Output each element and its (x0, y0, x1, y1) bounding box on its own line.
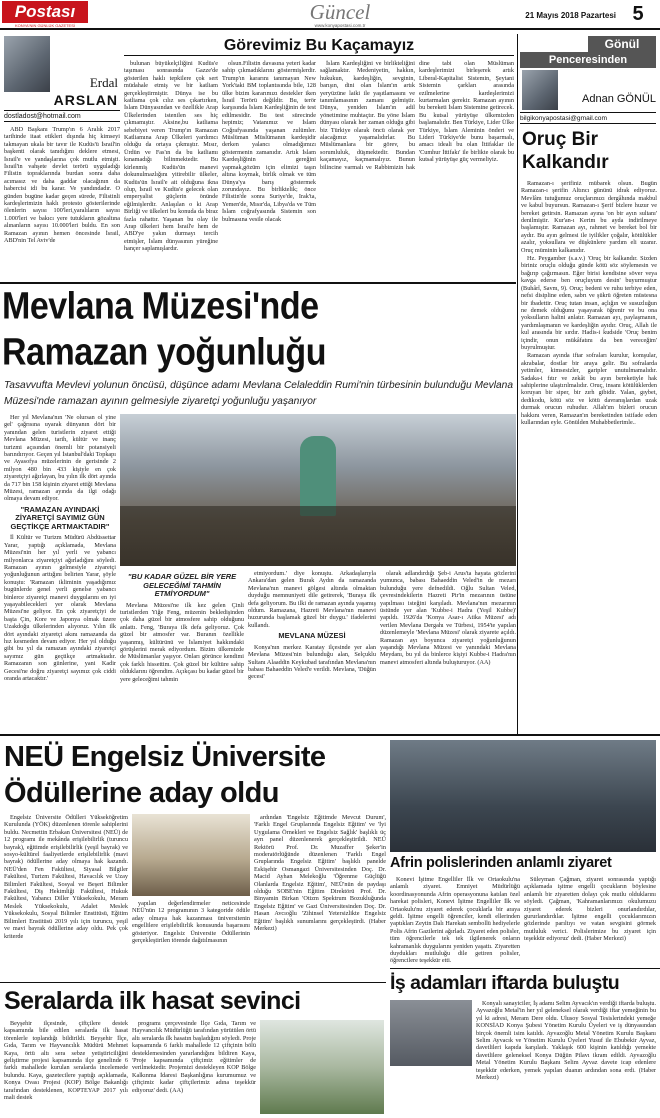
neu-col-2: ardından 'Engelsiz Eğitimde Mevcut Durum', 'Farklı Engel Gruplarında Engelsiz Eğitim' ve 'İyi Uygulama Örnekleri ve Engelsiz Sağlık' başlıklı üç ayrı panel düzenlenerek gerçekleştirildi. NEÜ Rektörü Prof. Dr. Muzaffer Şeker'in moderatörlüğünde düzenlenen 'Farklı Engel Gruplarında Engelsiz Eğitim' başlıklı panelde Eskişehir Osmangazi Üniversitesinden Doç. Dr. Macid Ayhan Melekoğlu 'Öğrenme Güçlüğü Olanlarda Engelsiz Eğitim', NEÜ'nün de paydaşı olduğu SOBE'nin Eğitim Direktörü Prof. Dr. Binyamin Birkan 'Otizm Spektrum Bozukluğunda Engelsiz Eğitim' ve Gazi Üniversitesinden Doç. Dr. Hasan Avcıoğlu 'Zihinsel Yetersizlikte Engelsiz Eğitim' başlıklı sunumlarını gerçekleştirdi. (Haber Merkezi) (254, 814, 386, 933)
seralar-col-1: Beyşehir ilçesinde, çiftçilere destek kapsamında bile edilen seralarda ilk hasat törenlerle toplandığı bildirildi. Beyşehir İlçe, Gıda, Tarım ve Hayvancılık Müdürü Mehmet Kaya, örtü altı sera sebze yetiştiriciliğini geliştirme projesi kapsamında ilçe genelinde 6 farklı mahallede kurulan seralarda incelemede bulundu. Kaya, gazetecilere yaptığı açıklamada, Konya Ovası Projesi (KOP) Bölge Bakanlığı tarafından desteklenen, KOPTEYAP 2017 yılı mali destek (4, 1020, 128, 1102)
seralar-col-2: programı çerçevesinde İlçe Gıda, Tarım ve Hayvancılık Müdürlüğü tarafından yürütülen örtü altı seralarda ilk hasatın başladığını söyledi. Proje kapsamında 6 farklı mahallede 12 çiftçinin bölü desteklemesinden yararlandığını bildiren Kaya, 'Proje kapsamında çiftçimiz eğitimler de verilmektedir. Projemizi destekleyen KOP Bölge Kalkınma İdaresi Başkanlığına kurumumuz ve çiftçimiz kadar çiftçilerimiz adına teşekkür ediyoruz' dedi. (AA) (132, 1020, 256, 1094)
logo-subtitle: KONYA'NIN GÜNLÜK GAZETESİ (14, 23, 76, 28)
museum-dome-shape (300, 436, 336, 516)
columnist-col-2: bulunan büyükelçiliğini Kudüs'e taşıması sonrasında Gazze'de gösterilen haklı tepkilere çok sert müdahale etmiş ve bir katliam gerçekleştirmiştir. Dünya ise bu katliama çok cılız ses çıkartırken, İslam Dünyasından ve özellikle Arap Ülkelerinden istenilen ses hiç çıkmamıştır. Aksine,bu katliama sebebiyet veren Trump'ın Ramazan Katliamına Arap Ülkeleri yardımcı olduğu da ortaya çıkmıştır. Mısır, Ürdün ve Fas'ın da bu katliamı kınamadığı bilinmektedir. Bu kirlenmiş Kudüs'ün manevi dokunulmazlığını yitirebilir ülkeler, Kudüs'ün İsrail'e ait olduğuna ikna olup, İsrail ve Kudüs'e gelecek olan emperyalist güçlerin önünde eğilmişlerdir. Anlaşılan o ki Arap Birliği ve ülkeleri bu konuda da biraz fazla rahattır. Yaşanan bu olay ile Arap ülkeleri hem İsrail'e hem de ABD'ye yakın durmayı tercih etmişler, İslam dünyasının yüreğine hançer saplamışlardır. (124, 60, 218, 253)
issue-date: 21 Mayıs 2018 Pazartesi (525, 11, 616, 20)
neu-caption: yapılan değerlendirmeler neticesinde NEÜ'nün 12 programının 3 kategoride ödüle aday olmaya hak kazanması üniversitenin engellilere erişilebilirlik konusunda başarısını gösteriyor. Engelsiz Üniversite Ödüllerinin gerçekleştirilen törende dağıtılmasının (132, 900, 250, 945)
neu-photo (132, 814, 250, 896)
sidebar-title: Oruç Bir Kalkandır (522, 129, 609, 173)
website: www.konyapostasi.com.tr (314, 23, 366, 28)
columnist-email: dostladost@hotmail.com (4, 110, 120, 122)
lead-subtitle: Tasavvufta Mevlevi yolunun öncüsü, düşünce adamı Mevlana Celaleddin Rumi'nin türbesinin bulunduğu Mevlana Müzesi'nde ramazan ayının gelmesiyle ziyaretçi yoğunluğu yaşanıyor (4, 380, 513, 407)
neu-headline-2: Ödüllerine aday oldu (4, 777, 279, 809)
lead-headline-2: Ramazan yoğunluğu (2, 331, 326, 374)
seralar-headline: Seralarda ilk hasat sevinci (4, 987, 301, 1015)
masthead (0, 0, 660, 30)
lead-photo (120, 414, 516, 566)
neu-headline-1: NEÜ Engelsiz Üniversite (4, 741, 326, 773)
columnist-col-4: İslam Kardeşliğini ve birlikteliğini sağlamaktır. Medeniyetin, hakkın, hukukun, kardeşliğin, sevginin, barışın, dini olan İslam'ın artık yeryüzüne laiki ile yaşıtlamasını ve tanımlamasının zamanı gelmiştir. Dünya, yeniden İslam'ın adil yönetimine muhtaçtır. Bu yöne İslam dünyası olarak her zaman olduğu gibi biz Türkiye olarak öncü olarak yer alacağımız yaşamalıdırlar. Bu Müslümanlara bir görev, bu sorumluluk, düşmektedir. Bundan kaçamayız, kaçmamalıyız. Bunun bilincine varmalı ve Rabbimizin hak dine tabi olan Müslüman kardeşlerimizi birleşerek artık Liberal-Kapitalist Sistemin, Şeytani Sistemin çarkları arasında ezilmelerine kardeşlerimizi kurtarmaları gerekir. Ramazan ayının bu bereketi İslam Sistemine getirecek. Bu kutsal yürüyüşe ülkemizden başlamalıdır. Ben Türkiye, Lider Ülke Türkiye, İslam Aleminin önderi ve Lideri Türkiye'de bunu başarmalı, amacı ideali bu olan İttifaklar ile 'Cumhur İttifakı' ile birlikte olarak bu kutsal yürüyüşe güç vermeliyiz. (320, 60, 514, 171)
sidebar-badge-1: Gönül (588, 36, 656, 52)
page-number: 5 (632, 3, 644, 25)
section-divider-3 (0, 982, 386, 983)
seralar-photo (260, 1020, 384, 1114)
lead-col-3: etmiyordum.' diye konuştu. Arkadaşlarıyla Ankara'dan gelen Burak Aydın da ramazanda Mevlana'nın manevi gölgesi altında olmaktan duyduğu memnuniyeti dile getirerek, 'Buraya ilk defa geliyorum. Bu ilki de ramazan ayında yaşamış oldum. Ramazana, Hazreti Mevlana'nın manevi huzurunda başlamak güzel bir duygu.' ifadelerini kullandı. MEVLANA MÜZESİ Konya'nın merkez Karatay ilçesinde yer alan Mevlana Müzesi'nin bulunduğu alan, Selçuklu Sultanı Alaaddin Keykubad tarafından Mevlana'nın babası Bahaeddin Veled'e verildi. Mevlana, 'Düğün gecesi' (248, 570, 376, 681)
columnist-col-1: ABD Başkanı Trump'ın 6 Aralık 2017 tarihinde itaat etikleri dışında hiç kimseyi takmayan ukala bir tavır ile Kudüs'ü İsrail'in başkenti olarak tanıdığını deklere etmesi, İsrail'e ve yandaşlarına çok mutlu etmişti. İsrail'in vahşete devlet terörü uyguladığı Filistin topraklarında burdan sonra daha acımasız ve daha gaddar olacağının da habercisi idi bu karar. Ve yandındadır. O günden bugüne kadar geçen sürede, Filistinli kardeşlerimizin haklı protesto gösterilerinde ölenlerin sayısı 100'leri,yaralıların sayısı 1.000'leri ve bakıcı yere tutukların gözaltına alınanların sayısı 10.000'leri buldu. En son Ramazan ayının hemen öncesinde İsrail, ABD'nin Tel Aviv'de (4, 126, 120, 245)
lead-col-1: Her yıl Mevlana'nın 'Ne olursan ol yine gel' çağrısına uyarak dünyanın dört bir yanından gelen turistlerin ziyaret ettiği Mevlana Müzesi, tarih, kültür ve inanç turizmi açısından önemli bir potansiyeli barındırıyor. Geçen yıl İstanbul'daki Topkapı ve Ayasofya müzelerinin de gerisinde 2 milyon 480 bin 433 kişiyle en çok ziyaretçiyi ağırlayan, bu yılın ilk dört ayında da 717 bin 158 kişinin ziyaret ettiği Mevlana Müzesi, ramazan ayında da ilgi odağı olmaya devam ediyor. "RAMAZAN AYINDAKİ ZİYARETÇİ SAYIMIZ GÜN GEÇTİKÇE ARTMAKTADIR" İl Kültür ve Turizm Müdürü Abdüssettar Yarar, yaptığı açıklamada, Mevlana Müzesi'nin her yıl yerli ve yabancı milyonlarca ziyaretçiyi ağırladığını söyledi. Ramazan ayının gelmesiyle ziyaretçi yoğunluğunun arttığını belirten Yarar, şöyle konuştu: 'Ramazan ikliminin yaşadığımız bugünlerde genel yerli genelse yabancı binlerce ziyaretçi manevi duygularını en iyi yaşayabilecekleri yer olarak Mevlana Müzesi'ne geliyor. En çok ziyaretçiyi de başta Çin, Kore ve Japonya olmak üzere Uzakdoğu ülkelerinden alıyoruz. Yılın ilk dört ayındaki ziyaretçi akını ramazanda da hız kesmeden devam ediyor. Her yıl olduğu gibi bu yıl da ramazan ayındaki ziyaretçi sayımız gün geçtikçe artmaktadır. Ramazanın son günlerine, yani Kadir Gecesi'ne doğru ziyaretçi sayımız çok ciddi oranda artacaktır.' (4, 414, 116, 683)
columnist-last-name: ARSLAN (53, 92, 118, 108)
lead-headline-1: Mevlana Müzesi'nde (2, 285, 319, 328)
columnist-photo (4, 36, 50, 92)
sidebar-badge-2: Penceresinden (520, 52, 656, 68)
section-divider-2 (0, 734, 660, 736)
isadam-photo (390, 1000, 472, 1066)
sidebar-author-name: Adnan GÖNÜL (582, 93, 656, 105)
isadam-text: Konyalı sanayiciler, İş adamı Selim Ayvacık'ın verdiği iftarda buluştu. Ayvazoğlu Metal'in her yıl geleneksel olarak verdiği iftar yemeğinin bu yıl ki adresi, Meram Dere oldu. Ulusoy Sosyal Tesislerindeki yemeğe KONSİAD Konya Şubesi Yönetim Kurulu Üyeleri ve iş dünyasından birçok önemli isim katıldı. Ayvazoğlu Metal Yönetim Kurulu Başkanı Selim Ayvacık ve Yönetim Kurulu Üyeleri Yusuf ile Ebubekir Ayvaz, davetlileri kapıda karşıladı. Yaklaşık 600 kişinin katıldığı yemekte davetlilere geleneksel Konya Düğün Pilavı ikram edildi. Ayvazoğlu Metal Yönetim Kurulu Başkanı Selim Ayvaz davete icap edenlere teşekkür ederken, yemek yapılan duanın ardından sona erdi. (Haber Merkezi) (476, 1000, 656, 1082)
columnist-first-name: Erdal (89, 76, 118, 90)
neu-col-1: Engelsiz Üniversite Ödülleri Yükseköğretim Kurulunda (YÖK) düzenlenen törenle sahiplerini buldu. Necmettin Erbakan Üniversitesi (NEÜ) de 12 programı ile mekânda erişilebilirlik (turuncu bayrak), eğitimde erişilebilirlik (yeşil bayrak) ve sosyo-kültürel faaliyetlerde erişilebilirlik (mavi bayrak) ödüllerine aday olmaya hak kazandı. NEÜ'den Fen Fakültesi, Siyasal Bilgiler Fakültesi, Turizm Fakültesi, Havacılık ve Uzay Bilimleri Fakültesi, Sosyal ve Beşeri Bilimler Fakültesi, Diş Hekimliği Fakültesi, Hukuk Fakültesi, Yabancı Diller Yüksekokulu, Meram Meslek Yüksekokulu, Adalet Meslek Yüksekokulu, Sosyal Bilimler Enstitüsü, Eğitim Bilimleri Enstitüsü 2019 yılı için turuncu, yeşil ve mavi bayrak ödüllerine aday oldu. Pek çok kriterde (4, 814, 128, 940)
afrin-headline: Afrin polislerinden anlamlı ziyaret (390, 855, 612, 871)
sidebar-author-photo (522, 70, 558, 110)
afrin-photo (390, 740, 656, 852)
section-divider-4 (390, 968, 660, 969)
afrin-col-2: Süleyman Çağman, ziyaret sonrasında yaptığı açıklamada işitme engelli çocukların böylesine anlamlı bir ziyaretten dolayı çok mutlu olduklarını söyledi. Çağman, 'Kahramanlarımızı okulumuzu ziyaret ederek bizleri onurlandırdılar, gururlandırdılar. İşitme engelli çocuklarımızın gözlerinde parıltıyı ve vatan sevgisini görmek mutluluk verici. Polislerimize bu ziyaret için teşekkür ediyoruz' dedi. (Haber Merkezi) (524, 876, 656, 943)
lead-col-4: olarak adlandırdığı Şeb-i Arus'ta hayata gözlerini yumunca, babası Bahaeddin Veled'in de mezarı bulunduğu yere defnedildi. Oğlu Sultan Veled, çevresindekilerin Hazreti Pir'in mezarının üstüne yapılması isteğini karşıladı. Mevlana'nın mezarının üstünde yer alan 'Kubbe-i Hadra (Yeşil Kubbe)' yapıldı. 1926'da 'Konya Asar-ı Atika Müzesi' adı verilen Mevlana Dergahı ve Türbesi, 1954'te yapılan düzenlemeyle 'Mevlana Müzesi' olarak ziyarete açıldı. Ramazan ayı boyunca ziyaretçi yoğunluğunun yaşandığı Mevlana Müzesi ve yanındaki Mevlana Meydanı, bu yıl da binlerce kişiyi Kubbe-i Hadra'nın manevi atmosferi altında buluşturuyor. (AA) (380, 570, 516, 666)
afrin-col-1: Konevi İşitme Engelliler İlk ve Ortaokulu'na anlamlı ziyaret. Emniyet Müdürlüğü koordinasyonunda Afrin operasyonuna katılan özel harekat polisleri, Konevi İşitme Engelliler İlk ve Ortaokulu'nu ziyaret ederek çocuklarla bir araya geldi. İşitme engelli öğrenciler, kendi ellerinden yaptıkları Zeytin Dalı Harekatı sembollü hediyelerle Polis Afrin Gazilerini ağırladı. Ziyaret eden polisler, tüm öğrencilerle tek tek ilgilenerek onların kahramanlık duygularını yeniden yaşattı. Ziyaretten duydukları mutluluğu dile getiren polisler, öğrencilere teşekkür etti. (390, 876, 520, 965)
museum-wall-shape (120, 506, 516, 566)
columnist-col-3: olsun.Filistin davasına yeteri kadar sahip çıkmadıklarını göstermişlerdir. Trump'ın kararını tanımayan New York'taki BM toplantısında bile, 128 ülke bizim kararımızı destekler iken İsrail Terörü değildir. Bu, terör karşısında İslam Kardeşliğinin de test edilmesidir. Bu test sürecinde hepimiz; Vatanımız ve İslam Coğrafyasında yaşanan zulümler. Müslüman Müslümanın kardeşidir derken yalancı olmadığımızı göstermenin zamanıdır. Artık İslam Kardeşliğinin gereğini yapmak,gözüm için elimizi taşın altına koymak, birlik olmak ve tüm Dünya'ya barış göstermek zorundayız. Bu birliktelik; önce Filistin'de sonra Suriye'de, Irak'ta, Yemen'de, Mısır'da, Libya'da ve Tüm İslam coğrafyasında Sistemin son bulmasına vesile olacak (222, 60, 316, 223)
sidebar-text: Ramazan-ı şerifiniz mübarek olsun. Bugün Ramazan-ı şerifin Altıncı gününü idrak ediyoruz. Mevlâm tutuğumuz oruçlarımızı dergâhında makbul ve kabul buyursun. Ramazan-ı Şerif bizlere huzur ve bereket getirsin. Ramazan ayına 'on bir ayın sultanı' denilmiştir. Kur'an-ı Kerim bu ayda indirilmeye başlamıştır. Ramazan ayı, rahmet ve bereket bol bir aydır. Bu ayın gelmesi ile iyilikler çoğalır, kötülükler azalır, yoksullara ve düşkünlere yardım eli uzanır. Oruç müminin kalkanıdır. Hz. Peygamber (s.a.v.) 'Oruç bir kalkandır. Sizden biriniz oruçlu olduğu günde kötü söz söylemesin ve bağırıp çağırmasın. Eğer birisi kendisine söver veya kavga ederse ben oruçluyum desin' buyurmuştur (Buhârî, Savm, 9). Oruç; bedeni ve ruhu terbiye eden, nefsi disipline eden, sabrı ve şükrü öğreten müstesna bir ibadettir. Oruç tutan insan, açlığın ve susuzluğun ne demek olduğunu yaşayarak öğrenir ve bu ona yoksulların halini anlatır. Ramazan ayı, paylaşmanın, yardımlaşmanın ve kardeşliğin ayıdır. Oruç, Allah ile kul arasında bir sırdır. Hadis-i kudside 'Oruç benim içindir, onun mükâfatını da ben vereceğim' buyrulmuştur. Ramazan ayında iftar sofraları kurulur, komşular, akrabalar, dostlar bir araya gelir. Bu sofralarda yetimler, kimsesizler, garipler unutulmamalıdır. Sadaka-i fıtır ve zekât bu ayın bereketiyle hak sahiplerine ulaştırılmalıdır. Oruç, insanı kötülüklerden koruyan bir siper, bir zırh gibidir. Yalan, gıybet, dedikodu, kötü söz ve kötü davranışlardan uzak durmak orucun ruhudur. Allah'ım bizleri orucun hakkını veren, Ramazan'ın bereketinden istifade eden kullarından eyle. Gönülden Muhabbetlerimle.. (521, 180, 657, 426)
isadam-headline: İş adamları iftarda buluştu (390, 972, 620, 994)
lead-col-2: "BU KADAR GÜZEL BİR YERE GELECEĞİMİ TAHMİN ETMİYORDUM" Mevlana Müzesi'ne ilk kez gelen Çinli turistlerden Yiğe Feng, müzenin bekledişinden çok daha güzel bir atmosfere sahip olduğunu anlattı. Feng, 'Buraya ilk defa geliyoruz. Çok güzel bir atmosfer var. Buranın özellikle yaşanmış, kültürünü ve İslamiyet hakkındaki görüşlerini merak ediyordum. Bizim ülkemizde de Müslümanlar yaşıyor. Onları görünce kendimi çok farklı hissettim. Çok güzel bir kültüre sahip olduklarını öğrendim. Açıkçası bu kadar güzel bir yere geleceğimi tahmin (120, 572, 244, 683)
section-title: Güncel (309, 0, 371, 24)
vertical-divider (517, 34, 518, 734)
columnist-title: Görevimiz Bu Kaçamayız (124, 36, 514, 56)
logo: Postası (2, 1, 88, 23)
sidebar-email: bilgikonyapostasi@gmail.com (520, 112, 656, 124)
